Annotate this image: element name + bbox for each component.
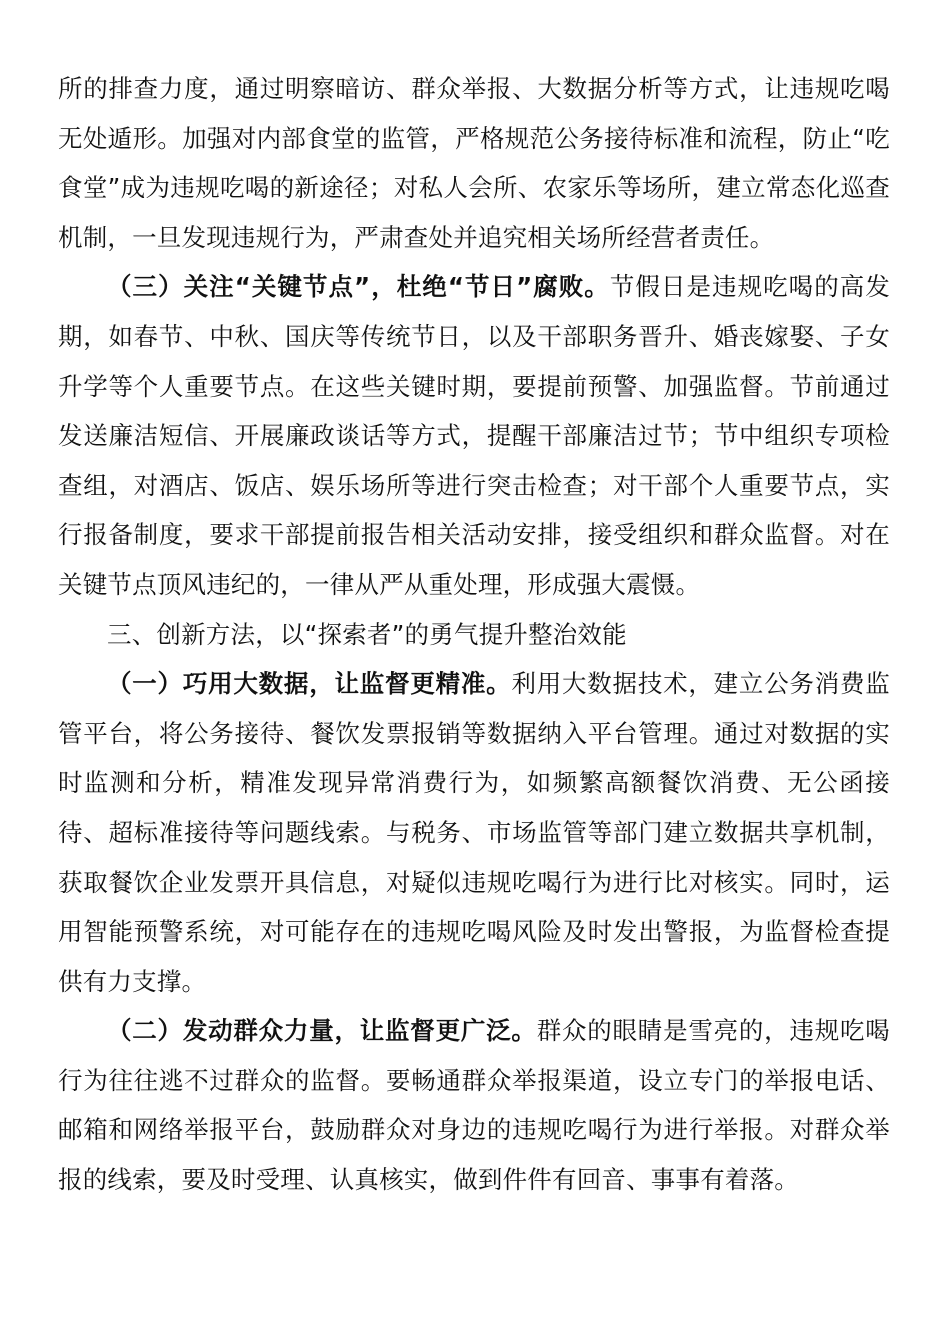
paragraph-mass-supervision	[58, 1006, 890, 1204]
paragraph-key-nodes	[58, 262, 890, 609]
paragraph-body: 节假日是违规吃喝的高发期，如春节、中秋、国庆等传统节日，以及干部职务晋升、婚丧嫁娶、子女升学等个人重要节点。在这些关键时期，要提前预警、加强监督。节前通过发送廉洁短信、开展廉政谈话等方式，提醒干部廉洁过节；节中组织专项检查组，对酒店、饭店、娱乐场所等进行突击检查；对干部个人重要节点，实行报备制度，要求干部提前报告相关活动安排，接受组织和群众监督。对在关键节点顶风违纪的，一律从严从重处理，形成强大震慑。	[58, 272, 891, 599]
paragraph-heading: （一）巧用大数据，让监督更精准。	[107, 669, 512, 699]
paragraph-heading: （三）关注“关键节点”，杜绝“节日”腐败。	[107, 272, 610, 302]
paragraph-heading: （二）发动群众力量，让监督更广泛。	[107, 1016, 537, 1046]
section-heading-text: 三、创新方法，以“探索者”的勇气提升整治效能	[107, 619, 627, 649]
document-page	[58, 64, 890, 1205]
section-heading-innovation	[58, 610, 890, 660]
paragraph-continuation	[58, 64, 890, 262]
paragraph-big-data	[58, 659, 890, 1006]
paragraph-body: 所的排查力度，通过明察暗访、群众举报、大数据分析等方式，让违规吃喝无处遁形。加强对内部食堂的监管，严格规范公务接待标准和流程，防止“吃食堂”成为违规吃喝的新途径；对私人会所、农家乐等场所，建立常态化巡查机制，一旦发现违规行为，严肃查处并追究相关场所经营者责任。	[58, 74, 890, 252]
paragraph-body: 群众的眼睛是雪亮的，违规吃喝行为往往逃不过群众的监督。要畅通群众举报渠道，设立专门的举报电话、邮箱和网络举报平台，鼓励群众对身边的违规吃喝行为进行举报。对群众举报的线索，要及时受理、认真核实，做到件件有回音、事事有着落。	[58, 1016, 890, 1195]
paragraph-body: 利用大数据技术，建立公务消费监管平台，将公务接待、餐饮发票报销等数据纳入平台管理。通过对数据的实时监测和分析，精准发现异常消费行为，如频繁高额餐饮消费、无公函接待、超标准接待等问题线索。与税务、市场监管等部门建立数据共享机制，获取餐饮企业发票开具信息，对疑似违规吃喝行为进行比对核实。同时，运用智能预警系统，对可能存在的违规吃喝风险及时发出警报，为监督检查提供有力支撑。	[58, 669, 891, 996]
